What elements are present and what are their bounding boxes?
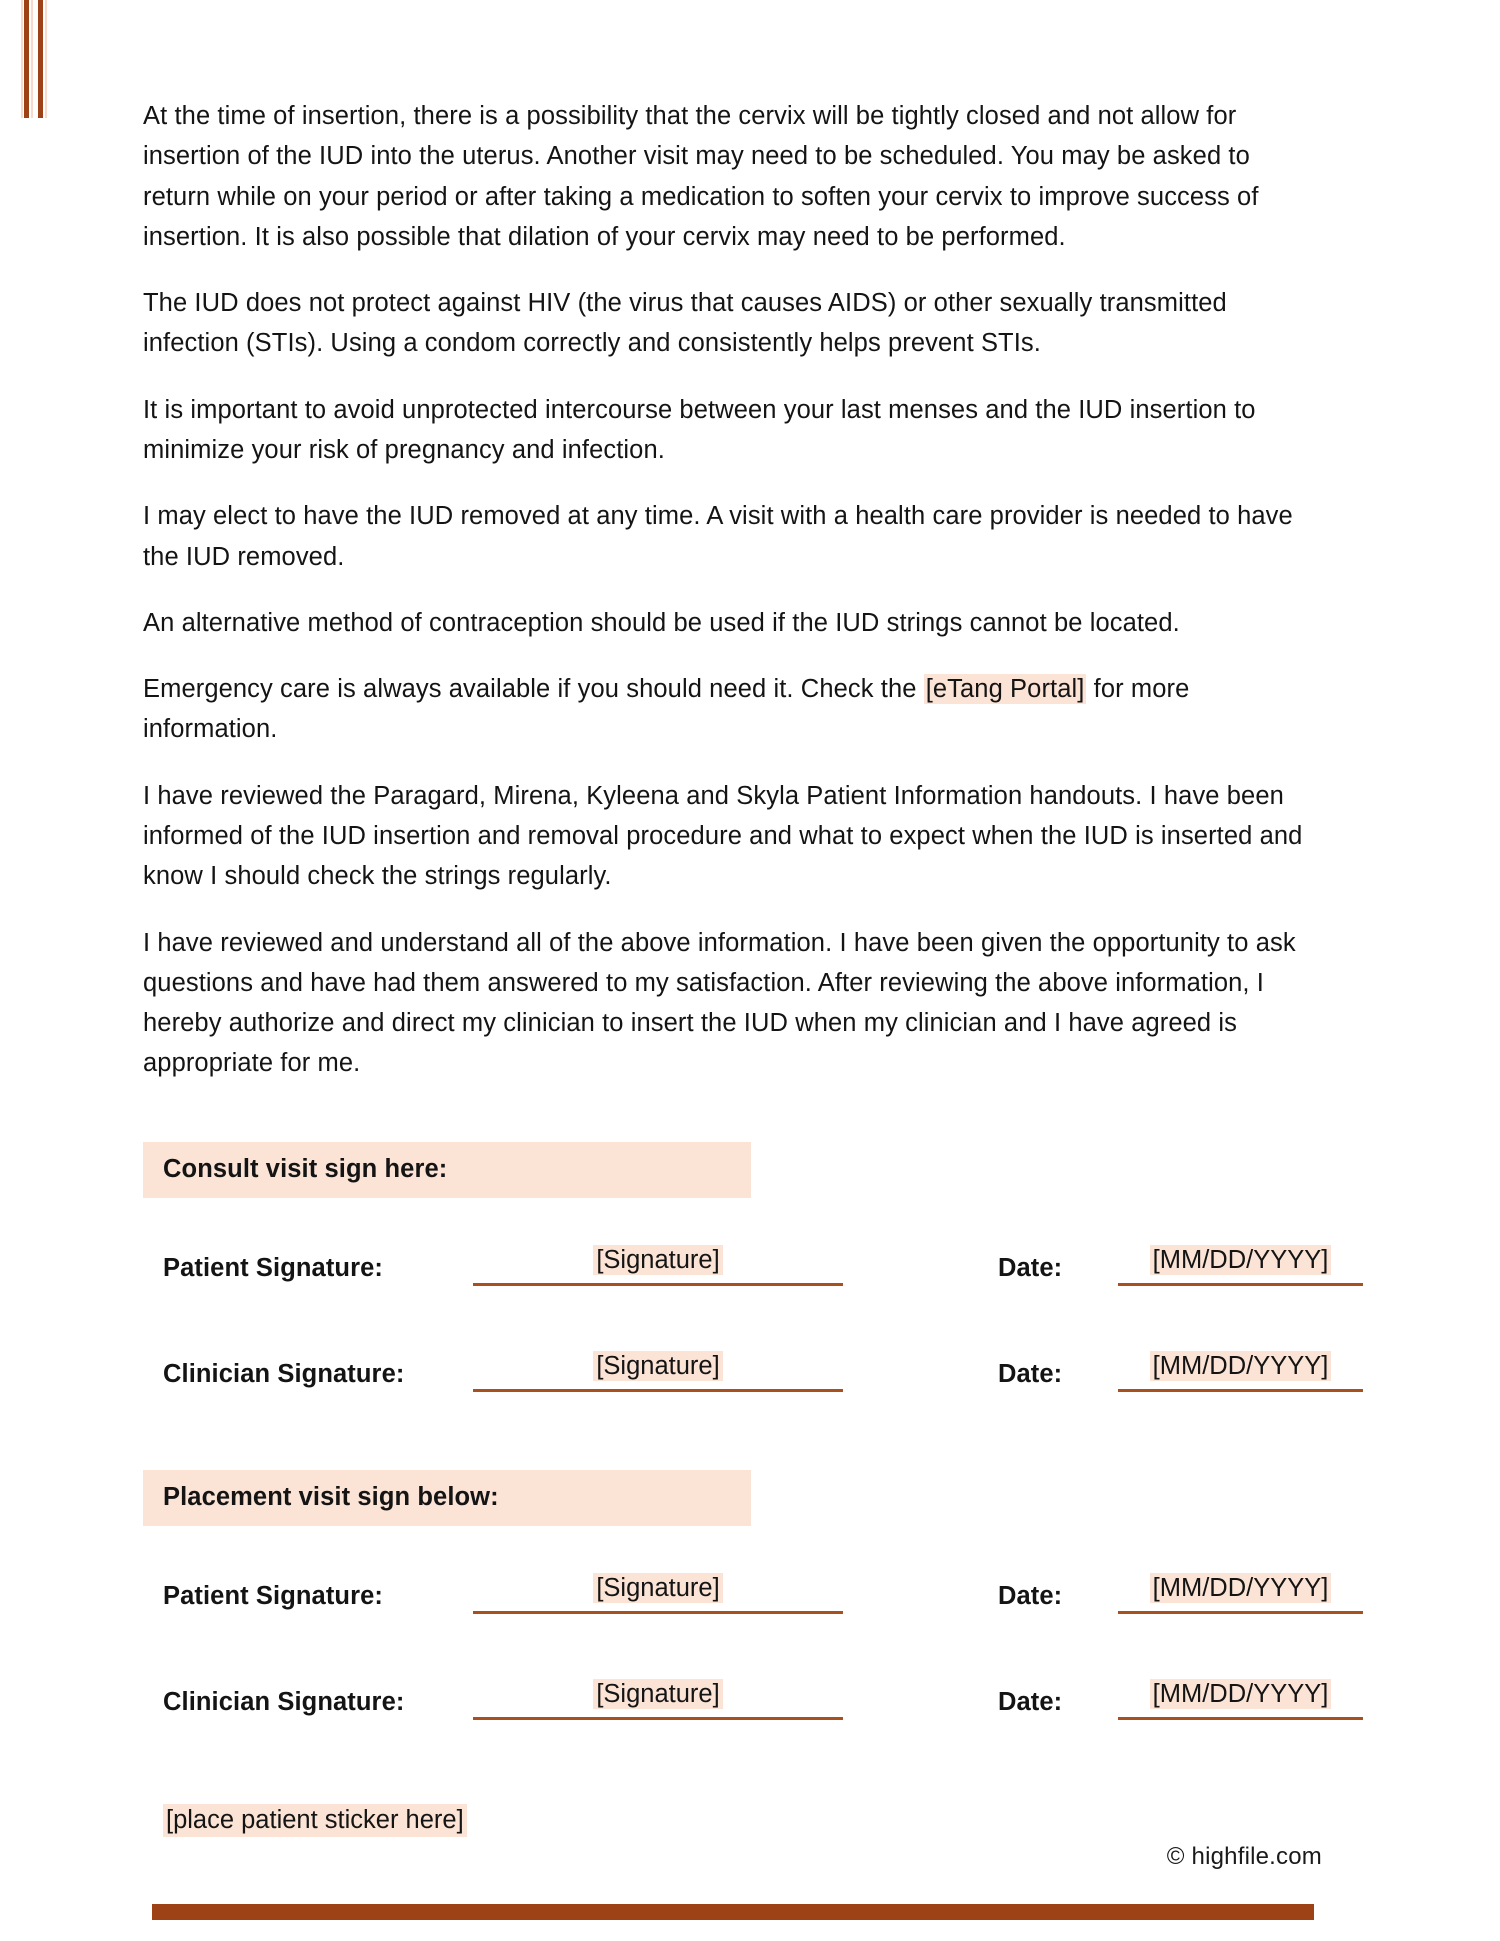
left-decorative-rule-inner: [38, 0, 43, 118]
placement-patient-signature-value: [Signature]: [593, 1573, 722, 1603]
placement-clinician-date-label: Date:: [998, 1687, 1063, 1716]
emergency-text-after: for more information.: [143, 675, 1190, 744]
placement-patient-date-field[interactable]: [1118, 1574, 1363, 1614]
placement-clinician-signature-row: [143, 1674, 1329, 1748]
placement-patient-date-label: Date:: [998, 1581, 1063, 1610]
placement-section-header: Placement visit sign below:: [143, 1470, 751, 1526]
consult-patient-signature-row: [143, 1240, 1329, 1314]
consult-patient-date-label: Date:: [998, 1253, 1063, 1282]
consult-clinician-signature-field[interactable]: [473, 1352, 843, 1392]
placement-patient-signature-field[interactable]: [473, 1574, 843, 1614]
consult-patient-date-value: [MM/DD/YYYY]: [1150, 1245, 1332, 1275]
consult-clinician-signature-label: Clinician Signature:: [163, 1359, 405, 1388]
paragraph-emergency-care: [143, 669, 1321, 750]
consult-clinician-signature-row: [143, 1346, 1329, 1420]
left-decorative-rule-soft-a: [21, 0, 23, 118]
placement-clinician-signature-label: Clinician Signature:: [163, 1687, 405, 1716]
consult-clinician-date-value: [MM/DD/YYYY]: [1150, 1351, 1332, 1381]
document-content: [143, 96, 1329, 1837]
placement-patient-signature-row: [143, 1568, 1329, 1642]
paragraph-unprotected-intercourse: It is important to avoid unprotected intercourse between your last menses and the IUD insertion to minimize your risk of pregnancy and infection.: [143, 395, 1256, 464]
placement-clinician-signature-value: [Signature]: [593, 1679, 722, 1709]
placement-patient-date-value: [MM/DD/YYYY]: [1150, 1573, 1332, 1603]
placement-clinician-signature-field[interactable]: [473, 1680, 843, 1720]
placement-clinician-date-value: [MM/DD/YYYY]: [1150, 1679, 1332, 1709]
consult-patient-date-field[interactable]: [1118, 1246, 1363, 1286]
placement-patient-signature-label: Patient Signature:: [163, 1581, 383, 1610]
consult-clinician-date-field[interactable]: [1118, 1352, 1363, 1392]
paragraph-hiv-sti: The IUD does not protect against HIV (the virus that causes AIDS) or other sexually transmitted infection (STIs). Using a condom correctly and consistently helps prevent STIs.: [143, 289, 1227, 358]
left-decorative-rule-soft-c: [45, 0, 47, 118]
consult-section-header: Consult visit sign here:: [143, 1142, 751, 1198]
consult-clinician-signature-value: [Signature]: [593, 1351, 722, 1381]
emergency-text-before: Emergency care is always available if you should need it. Check the: [143, 675, 924, 704]
paragraph-insertion-cervix: At the time of insertion, there is a possibility that the cervix will be tightly closed and not allow for insertion of the IUD into the uterus. Another visit may need to be scheduled. You may be asked to return while on your period or after taking a medication to soften your cervix to improve success of insertion. It is also possible that dilation of your cervix may need to be performed.: [143, 102, 1259, 251]
left-decorative-rule-soft-b: [31, 0, 33, 118]
consult-patient-signature-value: [Signature]: [593, 1245, 722, 1275]
consult-patient-signature-label: Patient Signature:: [163, 1253, 383, 1282]
consult-clinician-date-label: Date:: [998, 1359, 1063, 1388]
placement-clinician-date-field[interactable]: [1118, 1680, 1363, 1720]
left-decorative-rule-outer: [24, 0, 29, 118]
consult-patient-signature-field[interactable]: [473, 1246, 843, 1286]
footer-copyright: © highfile.com: [1166, 1843, 1322, 1870]
patient-sticker-placeholder[interactable]: [place patient sticker here]: [163, 1804, 467, 1837]
paragraph-iud-removal: I may elect to have the IUD removed at any time. A visit with a health care provider is needed to have the IUD removed.: [143, 502, 1293, 571]
paragraph-handouts-reviewed: I have reviewed the Paragard, Mirena, Kyleena and Skyla Patient Information handouts. I have been informed of the IUD insertion and removal procedure and what to expect when the IUD is inserted and know I should check the strings regularly.: [143, 781, 1303, 891]
etang-portal-link[interactable]: [eTang Portal]: [925, 675, 1085, 704]
bottom-accent-bar: [152, 1904, 1314, 1920]
paragraph-alternative-contraception: An alternative method of contraception should be used if the IUD strings cannot be located.: [143, 608, 1180, 637]
paragraph-authorization: I have reviewed and understand all of the above information. I have been given the opportunity to ask questions and have had them answered to my satisfaction. After reviewing the above information, I hereby authorize and direct my clinician to insert the IUD when my clinician and I have agreed is appropriate for me.: [143, 928, 1296, 1078]
